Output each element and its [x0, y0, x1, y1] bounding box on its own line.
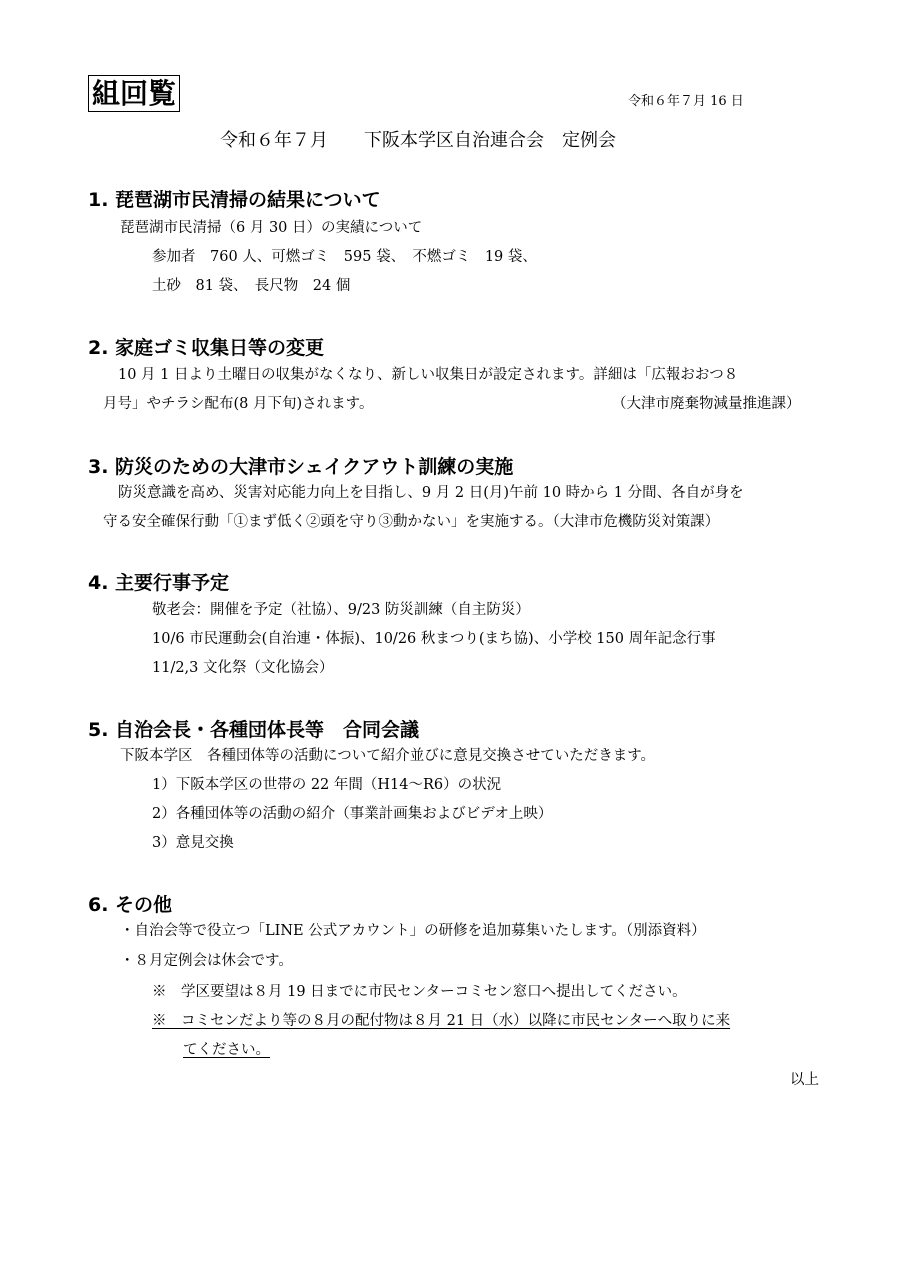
- section-5-item-3: 3）意見交換: [152, 835, 234, 851]
- section-4-line-2: 10/6 市民運動会(自治連・体振)、10/26 秋まつり(まち協)、小学校 150 周年記念行事: [152, 631, 716, 647]
- section-5-item-2: 2）各種団体等の活動の紹介（事業計画集およびビデオ上映）: [152, 806, 553, 822]
- section-6-line-2: ・８月定例会は休会です。: [120, 953, 293, 969]
- section-1-line-1: 琵琶湖市民清掃（6 月 30 日）の実績について: [120, 220, 423, 236]
- section-3-heading: 3. 防災のための大津市シェイクアウト訓練の実施: [88, 456, 514, 478]
- document-date: 令和６年７月 16 日: [628, 94, 744, 109]
- section-1-heading: 1. 琵琶湖市民清掃の結果について: [88, 189, 381, 211]
- section-5-item-1: 1）下阪本学区の世帯の 22 年間（H14～R6）の状況: [152, 777, 502, 793]
- section-3-line-1: 防災意識を高め、災害対応能力向上を目指し、9 月 2 日(月)午前 10 時から 1 分間、各自が身を: [118, 485, 744, 501]
- section-2-heading: 2. 家庭ゴミ収集日等の変更: [88, 337, 325, 359]
- section-5-line-1: 下阪本学区 各種団体等の活動について紹介並びに意見交換させていただきます。: [120, 748, 656, 764]
- section-2-line-2: 月号」やチラシ配布(8 月下旬)されます。: [103, 396, 374, 412]
- section-6-line-1: ・自治会等で役立つ「LINE 公式アカウント」の研修を追加募集いたします。（別添資料）: [120, 923, 706, 939]
- section-6-heading: 6. その他: [88, 894, 173, 916]
- section-6-note-2-cont: てください。: [183, 1042, 270, 1058]
- section-2-line-1: 10 月 1 日より土曜日の収集がなくなり、新しい収集日が設定されます。詳細は「広報おおつ８: [118, 367, 739, 383]
- section-3-line-2: 守る安全確保行動「①まず低く②頭を守り③動かない」を実施する。（大津市危機防災対策課）: [103, 514, 720, 530]
- circular-label: 組回覧: [88, 75, 180, 112]
- section-6-note-1: ※ 学区要望は８月 19 日までに市民センターコミセン窓口へ提出してください。: [152, 984, 687, 1000]
- document-title: 令和６年７月 下阪本学区自治連合会 定例会: [220, 130, 616, 151]
- closing-mark: 以上: [790, 1072, 819, 1088]
- section-4-line-1: 敬老会：開催を予定（社協）、9/23 防災訓練（自主防災）: [152, 602, 530, 618]
- section-5-heading: 5. 自治会長・各種団体長等 合同会議: [88, 719, 420, 741]
- section-1-line-3: 土砂 81 袋、 長尺物 24 個: [152, 278, 351, 294]
- section-2-dept: （大津市廃棄物減量推進課）: [612, 396, 801, 412]
- section-6-note-2: ※ コミセンだより等の８月の配付物は８月 21 日（水）以降に市民センターへ取りに来: [152, 1013, 731, 1029]
- section-4-heading: 4. 主要行事予定: [88, 572, 230, 594]
- section-1-line-2: 参加者 760 人、可燃ゴミ 595 袋、 不燃ゴミ 19 袋、: [152, 249, 537, 265]
- section-4-line-3: 11/2,3 文化祭（文化協会）: [152, 660, 334, 676]
